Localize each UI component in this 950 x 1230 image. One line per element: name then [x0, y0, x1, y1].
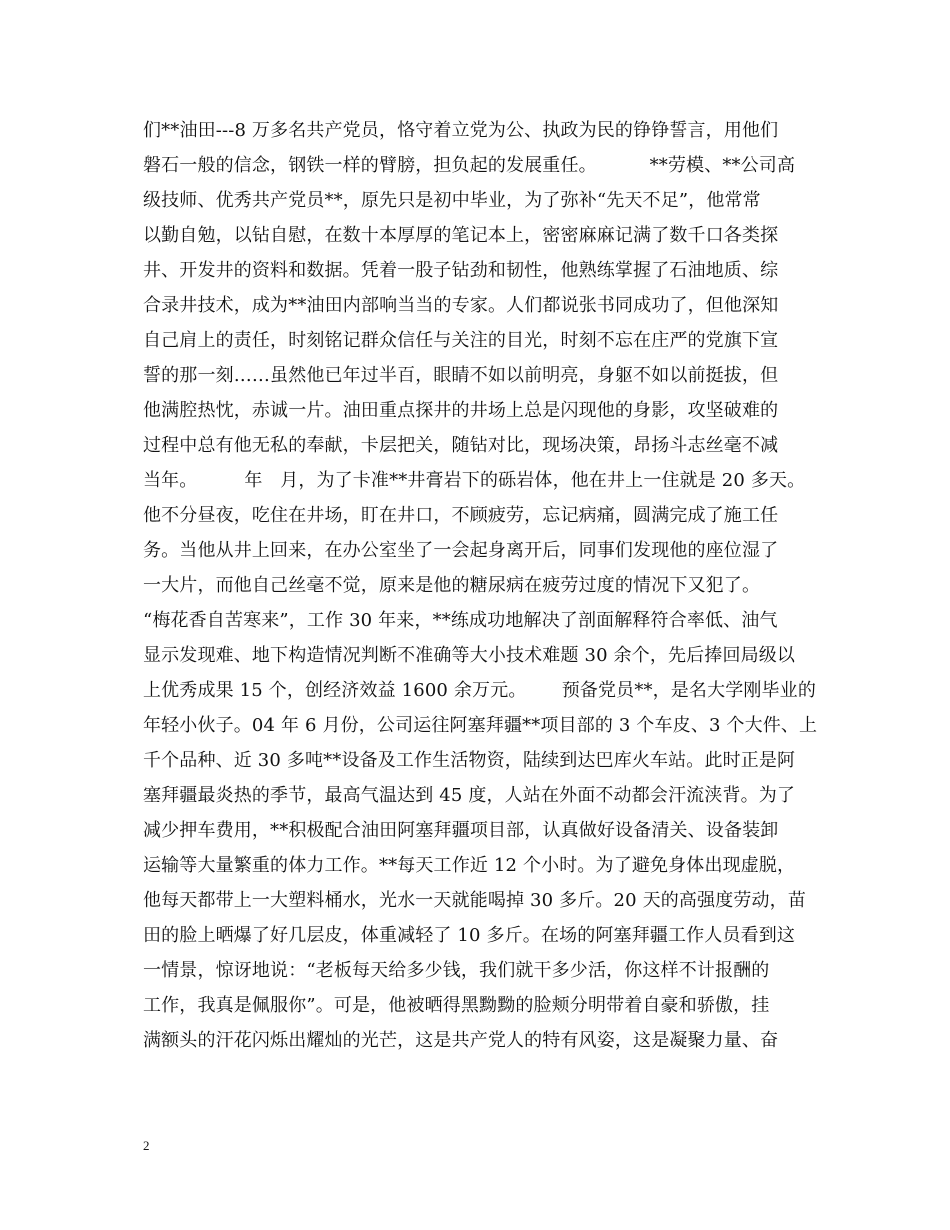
text-line: 他每天都带上一大塑料桶水，光水一天就能喝掉 30 多斤。20 天的高强度劳动，苗: [143, 890, 806, 911]
text-line: 田的脸上晒爆了好几层皮，体重减轻了 10 多斤。在场的阿塞拜疆工作人员看到这: [143, 925, 796, 946]
text-line: 务。当他从井上回来，在办公室坐了一会起身离开后，同事们发现他的座位湿了: [143, 540, 779, 561]
body-text: [143, 113, 823, 1058]
text-line: “梅花香自苦寒来”，工作 30 年来，**练成功地解决了剖面解释符合率低、油气: [143, 610, 778, 631]
text-line: 自己肩上的责任，时刻铭记群众信任与关注的目光，时刻不忘在庄严的党旗下宣: [143, 330, 779, 351]
text-line: 运输等大量繁重的体力工作。**每天工作近 12 个小时。为了避免身体出现虚脱，: [143, 855, 796, 876]
text-line: 们**油田---8 万多名共产党员，恪守着立党为公、执政为民的铮铮誓言，用他们: [143, 120, 779, 141]
text-line: 一情景，惊讶地说：“老板每天给多少钱，我们就干多少活，你这样不计报酬的: [143, 960, 770, 981]
text-line: 他满腔热忱，赤诚一片。油田重点探井的井场上总是闪现他的身影，攻坚破难的: [143, 400, 779, 421]
text-line: 塞拜疆最炎热的季节，最高气温达到 45 度，人站在外面不动都会汗流浃背。为了: [143, 785, 796, 806]
text-line: 誓的那一刻……虽然他已年过半百，眼睛不如以前明亮，身躯不如以前挺拔，但: [143, 365, 779, 386]
text-line: 一大片，而他自己丝毫不觉，原来是他的糖尿病在疲劳过度的情况下又犯了。: [143, 575, 761, 596]
text-line: 他不分昼夜，吃住在井场，盯在井口，不顾疲劳，忘记病痛，圆满完成了施工任: [143, 505, 779, 526]
text-line: 井、开发井的资料和数据。凭着一股子钻劲和韧性，他熟练掌握了石油地质、综: [143, 260, 779, 281]
text-line: 显示发现难、地下构造情况判断不准确等大小技术难题 30 余个，先后捧回局级以: [143, 645, 796, 666]
text-line: 级技师、优秀共产党员**，原先只是初中毕业，为了弥补“先天不足”，他常常: [143, 190, 761, 211]
text-line: 满额头的汗花闪烁出耀灿的光芒，这是共产党人的特有风姿，这是凝聚力量、奋: [143, 1030, 779, 1051]
text-line: 上优秀成果 15 个，创经济效益 1600 余万元。 预备党员**，是名大学刚毕业的: [143, 680, 816, 701]
text-line: 减少押车费用，**积极配合油田阿塞拜疆项目部，认真做好设备清关、设备装卸: [143, 820, 779, 841]
text-line: 年轻小伙子。04 年 6 月份，公司运往阿塞拜疆**项目部的 3 个车皮、3 个大件、上: [143, 715, 818, 736]
text-line: 合录井技术，成为**油田内部响当当的专家。人们都说张书同成功了，但他深知: [143, 295, 779, 316]
text-line: 磐石一般的信念，钢铁一样的臂膀，担负起的发展重任。 **劳模、**公司高: [143, 155, 796, 176]
text-line: 过程中总有他无私的奉献，卡层把关，随钻对比，现场决策，昂扬斗志丝毫不减: [143, 435, 779, 456]
text-line: 千个品种、近 30 多吨**设备及工作生活物资，陆续到达巴库火车站。此时正是阿: [143, 750, 796, 771]
text-line: 以勤自勉，以钻自慰，在数十本厚厚的笔记本上，密密麻麻记满了数千口各类探: [143, 225, 779, 246]
text-line: 工作，我真是佩服你”。可是，他被晒得黑黝黝的脸颊分明带着自豪和骄傲，挂: [143, 995, 770, 1016]
page-number: 2: [143, 1138, 150, 1153]
text-line: 当年。 年 月，为了卡准**井膏岩下的砾岩体，他在井上一住就是 20 多天。: [143, 470, 806, 491]
